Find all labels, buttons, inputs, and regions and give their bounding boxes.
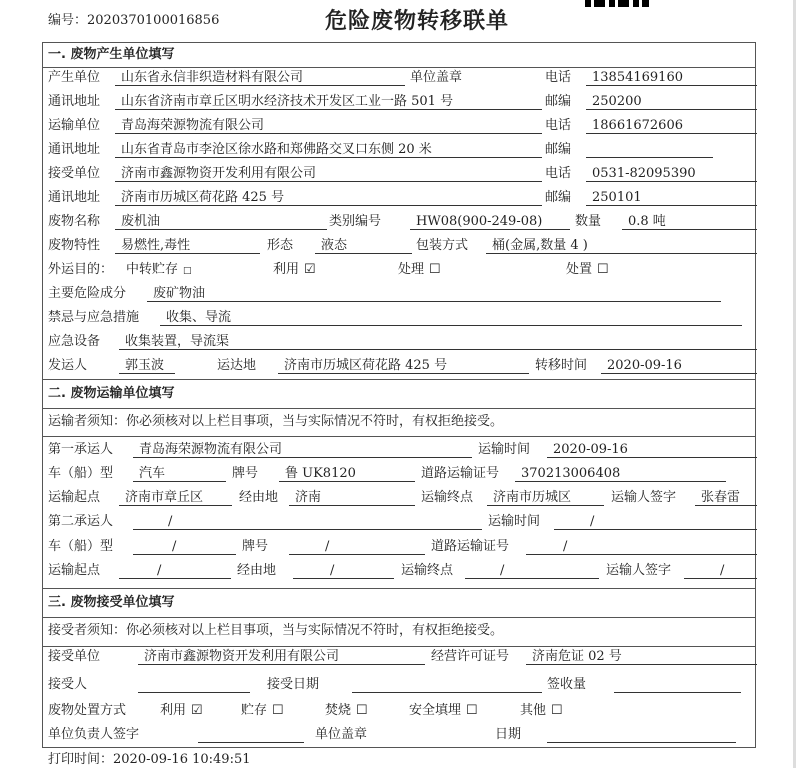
quantity-field[interactable]: 0.8 吨 [622,213,757,230]
first-start-field[interactable]: 济南市章丘区 [119,489,232,506]
method-option-label: 安全填埋 [409,703,462,718]
first-via-field[interactable]: 济南 [289,489,415,506]
purpose-label: 外运目的： [48,262,114,277]
receiver-address-field[interactable]: 济南市历城区荷花路 425 号 [115,189,542,206]
head-sign-field[interactable] [198,726,304,743]
waste-name-label: 废物名称 [48,214,101,229]
slash: / [500,563,505,578]
sign-label: 运输人签字 [611,490,677,505]
second-carrier-label: 第二承运人 [48,514,114,529]
method-incineration[interactable] [325,702,368,720]
first-end-field[interactable]: 济南市历城区 [487,489,604,506]
receiver-notice: 接受者须知：你必须核对以上栏目事项，当与实际情况不符时，有权拒绝接受。 [48,623,504,638]
disposal-method-label: 废物处置方式 [48,703,127,718]
divider [42,408,756,409]
property-field[interactable]: 易燃性,毒性 [115,237,260,254]
checkbox-checked-icon[interactable]: ☑ [191,703,203,718]
slash: / [563,539,568,554]
date-label: 日期 [495,727,522,742]
method-option-label: 贮存 [241,703,268,718]
transfer-time-label: 转移时间 [535,358,588,373]
serial-value: 2020370100016856 [87,13,220,28]
checkbox-icon[interactable]: ☐ [429,262,441,277]
carrier-phone-field[interactable]: 18661672606 [586,117,757,134]
phone-label: 电话 [545,118,572,133]
first-vehicle-field[interactable]: 汽车 [133,465,226,482]
checkbox-icon[interactable]: ☐ [597,262,609,277]
start-label: 运输起点 [48,490,101,505]
category-field[interactable]: HW08(900-249-08) [410,213,570,230]
first-plate-field[interactable]: 鲁 UK8120 [279,465,415,482]
divider [42,379,756,380]
second-via-field[interactable] [293,562,394,579]
equipment-label: 应急设备 [48,334,101,349]
receiver-person-field[interactable] [138,676,250,693]
property-label: 废物特性 [48,238,101,253]
method-option-label: 利用 [160,703,187,718]
unit-seal-label: 单位盖章 [315,727,368,742]
shipper-label: 发运人 [48,358,88,373]
divider [42,646,756,647]
method-option-label: 其他 [520,703,547,718]
hazard-label: 主要危险成分 [48,286,127,301]
sign-label: 运输人签字 [606,563,672,578]
purpose-option-label: 处置 [566,262,593,277]
purpose-treatment[interactable] [398,261,441,279]
serial-label: 编号： [48,13,88,28]
destination-label: 运达地 [217,358,257,373]
producer-label: 产生单位 [48,70,101,85]
receiving-unit-field[interactable]: 济南市鑫源物资开发利用有限公司 [138,648,425,665]
zip-label: 邮编 [545,190,572,205]
checkbox-icon[interactable]: □ [183,266,192,276]
receiver-zip-field[interactable]: 250101 [586,189,757,206]
second-transport-time-field[interactable] [554,513,757,530]
zip-label: 邮编 [545,142,572,157]
receiving-unit-label: 接受单位 [48,649,101,664]
taboo-field[interactable]: 收集、导流 [160,309,742,326]
address-label: 通讯地址 [48,190,101,205]
via-label: 经由地 [237,563,277,578]
form-label: 形态 [267,238,294,253]
transport-time-label: 运输时间 [478,442,531,457]
receiver-label: 接受单位 [48,166,101,181]
second-sign-field[interactable] [684,562,757,579]
purpose-option-label: 利用 [273,262,300,277]
permit-label: 道路运输证号 [421,466,500,481]
slash: / [720,563,725,578]
producer-address-field[interactable]: 山东省济南市章丘区明水经济技术开发区工业一路 501 号 [115,93,542,110]
destination-field[interactable]: 济南市历城区荷花路 425 号 [278,357,529,374]
slash: / [325,539,330,554]
producer-zip-field[interactable]: 250200 [586,93,757,110]
carrier-zip-field[interactable] [586,141,713,158]
start-label: 运输起点 [48,563,101,578]
second-end-field[interactable] [465,562,599,579]
received-amount-label: 签收量 [547,677,587,692]
section-2-heading: 二. 废物运输单位填写 [48,386,175,401]
vehicle-label: 车（船）型 [48,539,114,554]
section-3-heading: 三. 废物接受单位填写 [48,595,175,610]
receive-date-field[interactable] [352,676,542,693]
purpose-option-label: 中转贮存 [126,262,179,277]
waste-name-field[interactable]: 废机油 [115,213,327,230]
address-label: 通讯地址 [48,94,101,109]
transfer-time-field[interactable]: 2020-09-16 [601,357,757,374]
print-time-value: 2020-09-16 10:49:51 [113,752,251,767]
second-vehicle-field[interactable] [133,538,236,555]
shipper-field[interactable]: 郭玉波 [119,357,175,374]
slash: / [168,514,173,529]
phone-label: 电话 [545,70,572,85]
first-carrier-field[interactable]: 青岛海荣源物流有限公司 [133,441,472,458]
method-other[interactable] [520,702,563,720]
slash: / [172,539,177,554]
checkbox-icon[interactable]: ☐ [356,703,368,718]
checkbox-checked-icon[interactable]: ☑ [304,262,316,277]
method-landfill[interactable] [409,702,478,720]
slash: / [590,514,595,529]
receiver-field[interactable]: 济南市鑫源物资开发利用有限公司 [115,165,542,182]
print-time-label: 打印时间： [48,752,114,767]
receiver-person-label: 接受人 [48,677,88,692]
carrier-field[interactable]: 青岛海荣源物流有限公司 [115,117,542,134]
checkbox-icon[interactable]: ☐ [466,703,478,718]
hazard-field[interactable]: 废矿物油 [147,285,721,302]
serial-number [48,12,219,30]
carrier-address-field[interactable]: 山东省青岛市李沧区徐水路和郑佛路交叉口东侧 20 米 [115,141,542,158]
permit-label: 道路运输证号 [431,539,510,554]
divider [42,436,756,437]
license-field[interactable]: 济南危证 02 号 [526,648,757,665]
slash: / [330,563,335,578]
purpose-disposal[interactable] [566,261,609,279]
section-1-heading: 一. 废物产生单位填写 [48,47,175,62]
purpose-option-label: 处理 [398,262,425,277]
date-field[interactable] [547,726,736,743]
method-option-label: 焚烧 [325,703,352,718]
taboo-label: 禁忌与应急措施 [48,310,140,325]
transport-time-label: 运输时间 [488,514,541,529]
receiver-phone-field[interactable]: 0531-82095390 [586,165,757,182]
license-label: 经营许可证号 [431,649,510,664]
end-label: 运输终点 [421,490,474,505]
second-start-field[interactable] [119,562,231,579]
received-amount-field[interactable] [614,676,741,693]
first-transport-time-field[interactable]: 2020-09-16 [547,441,757,458]
carrier-notice: 运输者须知：你必须核对以上栏目事项，当与实际情况不符时，有权拒绝接受。 [48,414,504,429]
second-plate-field[interactable] [289,538,425,555]
producer-phone-field[interactable]: 13854169160 [586,69,757,86]
carrier-label: 运输单位 [48,118,101,133]
first-permit-field[interactable]: 370213006408 [515,465,726,482]
plate-label: 牌号 [232,466,259,481]
divider [42,588,756,589]
first-sign-field[interactable]: 张春雷 [695,489,757,506]
quantity-label: 数量 [575,214,602,229]
packaging-field[interactable]: 桶(金属,数量 4 ) [486,237,757,254]
slash: / [157,563,162,578]
second-permit-field[interactable] [526,538,757,555]
page-title: 危险废物转移联单 [325,9,510,34]
head-sign-label: 单位负责人签字 [48,727,140,742]
via-label: 经由地 [239,490,279,505]
purpose-transfer-storage[interactable] [126,261,192,279]
category-label: 类别编号 [329,214,382,229]
second-carrier-field[interactable] [133,513,482,530]
form-field[interactable]: 液态 [315,237,412,254]
qr-code [585,0,649,7]
seal-label: 单位盖章 [410,70,463,85]
packaging-label: 包装方式 [416,238,469,253]
checkbox-icon[interactable]: ☐ [551,703,563,718]
receive-date-label: 接受日期 [267,677,320,692]
equipment-field[interactable]: 收集装置，导流渠 [119,333,757,350]
method-storage[interactable] [241,702,284,720]
address-label: 通讯地址 [48,142,101,157]
divider [42,617,756,618]
divider [42,67,756,68]
checkbox-icon[interactable]: ☐ [272,703,284,718]
method-utilization[interactable] [160,702,203,720]
end-label: 运输终点 [401,563,454,578]
first-carrier-label: 第一承运人 [48,442,114,457]
producer-field[interactable]: 山东省永信非织造材料有限公司 [115,69,405,86]
vehicle-label: 车（船）型 [48,466,114,481]
purpose-utilization[interactable] [273,261,316,279]
print-time [48,751,251,769]
plate-label: 牌号 [242,539,269,554]
phone-label: 电话 [545,166,572,181]
zip-label: 邮编 [545,94,572,109]
